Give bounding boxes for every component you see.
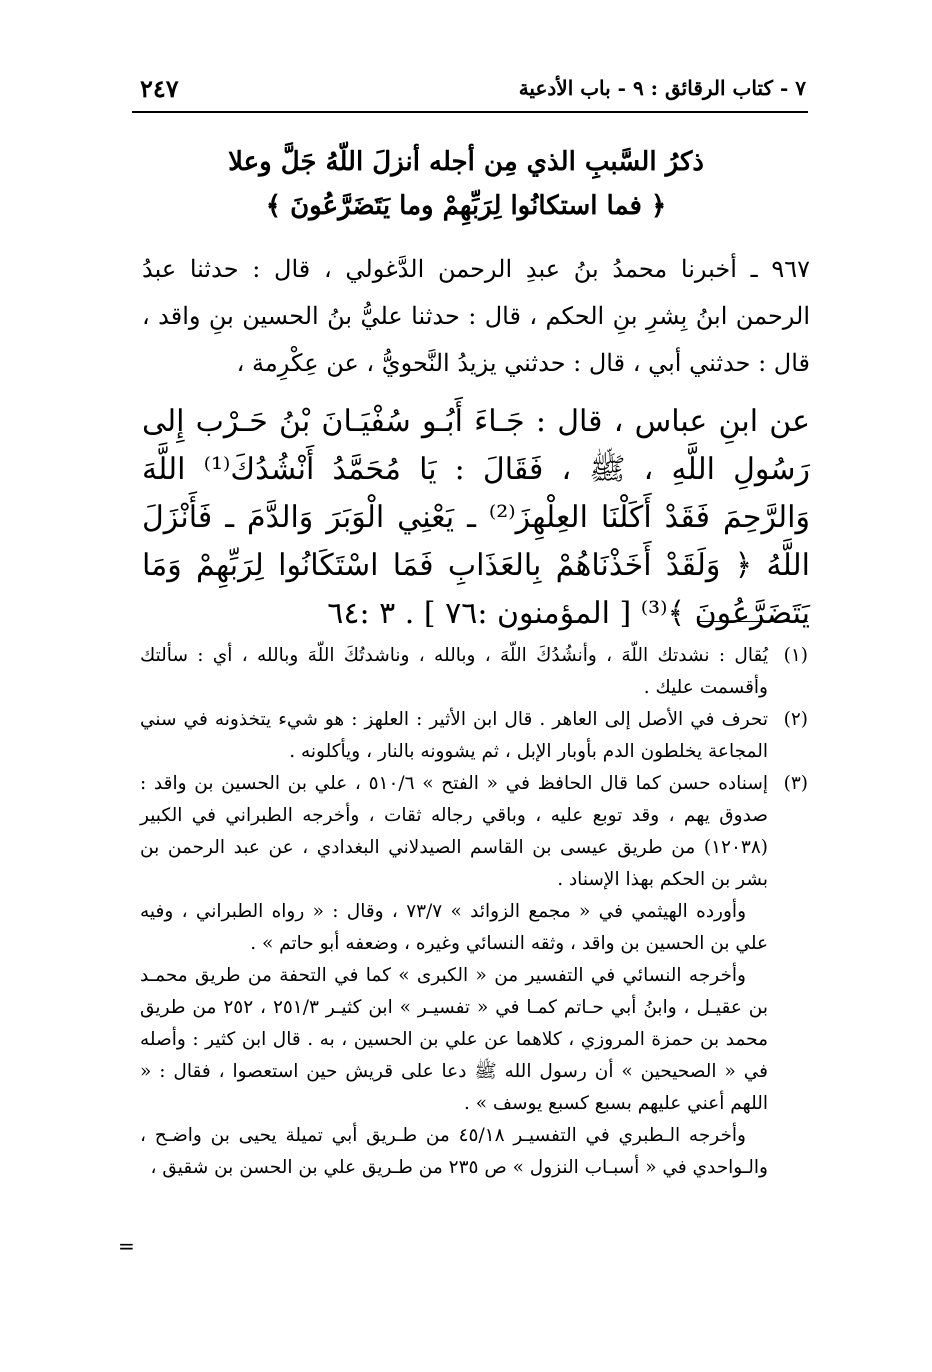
footnote-number: (٢): [783, 709, 808, 730]
chapter-heading-verse: ﴿ فما استكانُوا لِرَبِّهِمْ وما يَتَضَرَّعُونَ ﴾: [265, 191, 667, 221]
footnote-text: تحرف في الأصل إلى العاهر . قال ابن الأثير : العلهز : هو شيء يتخذونه في سني المجاعة يخلطون الدم بأوبار الإبل ، ثم يشوونه بالنار ، ويأكلونه .: [140, 709, 768, 762]
footnotes: [140, 640, 808, 1184]
page-number: ٢٤٧: [140, 74, 179, 103]
chapter-heading: [130, 140, 802, 228]
footnote-number: (٣): [783, 773, 808, 794]
hadith-text: عن ابنِ عباس ، قال : جَـاءَ أَبُـو سُفْيَـانَ بْنُ حَـرْب إِلى رَسُولِ اللَّهِ ، ﷺ ، فَقَالَ : يَا مُحَمَّدُ أَنْشُدُكَ⁽¹⁾ اللَّهَ وَالرَّحِمَ فَقَدْ أَكَلْنَا العِلْهِزَ⁽²⁾ ـ يَعْنِي الْوَبَرَ وَالدَّمَ ـ فَأَنْزَلَ اللَّهُ ﴿ وَلَقَدْ أَخَذْنَاهُمْ بِالعَذَابِ فَمَا اسْتَكَانُوا لِرَبِّهِمْ وَمَا يَتَضَرَّعُونَ ﴾⁽³⁾ [ المؤمنون :٧٦ ] . ٣ :٦٤: [142, 404, 810, 631]
footnote-number: (١): [783, 645, 808, 666]
footnote-separator: [698, 621, 808, 622]
footnote: [140, 768, 808, 896]
hadith-isnad: ٩٦٧ ـ أخبرنا محمدُ بنُ عبدِ الرحمن الدَّغولي ، قال : حدثنا عبدُ الرحمن ابنُ بِشرِ بنِ الحكم ، قال : حدثنا عليُّ بنُ الحسين بنِ واقد ، قال : حدثني أبي ، قال : حدثني يزيدُ النَّحويُّ ، عن عِكْرِمة ،: [142, 255, 810, 377]
footnote-paragraph: وأخرجه النسائي في التفسير من « الكبرى » كما في التحفة من طريق محمـد بن عقيـل ، وابنُ أبي حـاتم كمـا في « تفسيـر » ابن كثيـر ٢٥١/٣ ، ٢٥٢ من طريق محمد بن حمزة المروزي ، كلاهما عن علي بن الحسين ، به . قال ابن كثير : وأصله في « الصحيحين » أن رسول الله ﷺ دعا على قريش حين استعصوا ، فقال : « اللهم أعني عليهم بسبع كسبع يوسف » .: [140, 965, 768, 1114]
footnote-paragraph: وأورده الهيثمي في « مجمع الزوائد » ٧٣/٧ ، وقال : « رواه الطبراني ، وفيه علي بن الحسين بن واقد ، وثقه النسائي وغيره ، وضعفه أبو حاتم » .: [140, 901, 768, 954]
footnote-text: إسناده حسن كما قال الحافظ في « الفتح » ٥١٠/٦ ، علي بن الحسين بن واقد : صدوق يهم ، وقد توبع عليه ، وباقي رجاله ثقات ، وأخرجه الطبراني في الكبير (١٢٠٣٨) من طريق عيسى بن القاسم الصيدلاني البغدادي ، عن عبد الرحمن بن بشر بن الحكم بهذا الإسناد .: [140, 773, 768, 890]
footnote-text: يُقال : نشدتك اللّهَ ، وأنشُدُكَ اللّهَ ، وبالله ، وناشدتُكَ اللّهَ وبالله ، أي : سألتك وأقسمت عليك .: [140, 645, 768, 698]
footnote: [140, 704, 808, 768]
footnote-paragraph: وأخرجه الـطبري في التفسيـر ٤٥/١٨ من طـريق أبي تميلة يحيى بن واضـح ، والـواحدي في « أسبـاب النزول » ص ٢٣٥ من طـريق علي بن الحسن بن شقيق ،: [140, 1125, 768, 1178]
header-divider: [132, 111, 808, 113]
chapter-heading-line-1: ذكرُ السَّببِ الذي مِن أجله أنزلَ اللّهُ جَلَّ وعلا: [228, 147, 704, 177]
continuation-mark: =: [118, 1234, 135, 1258]
footnote: [140, 640, 808, 704]
running-title: ٧ - كتاب الرقائق : ٩ - باب الأدعية: [518, 76, 806, 100]
